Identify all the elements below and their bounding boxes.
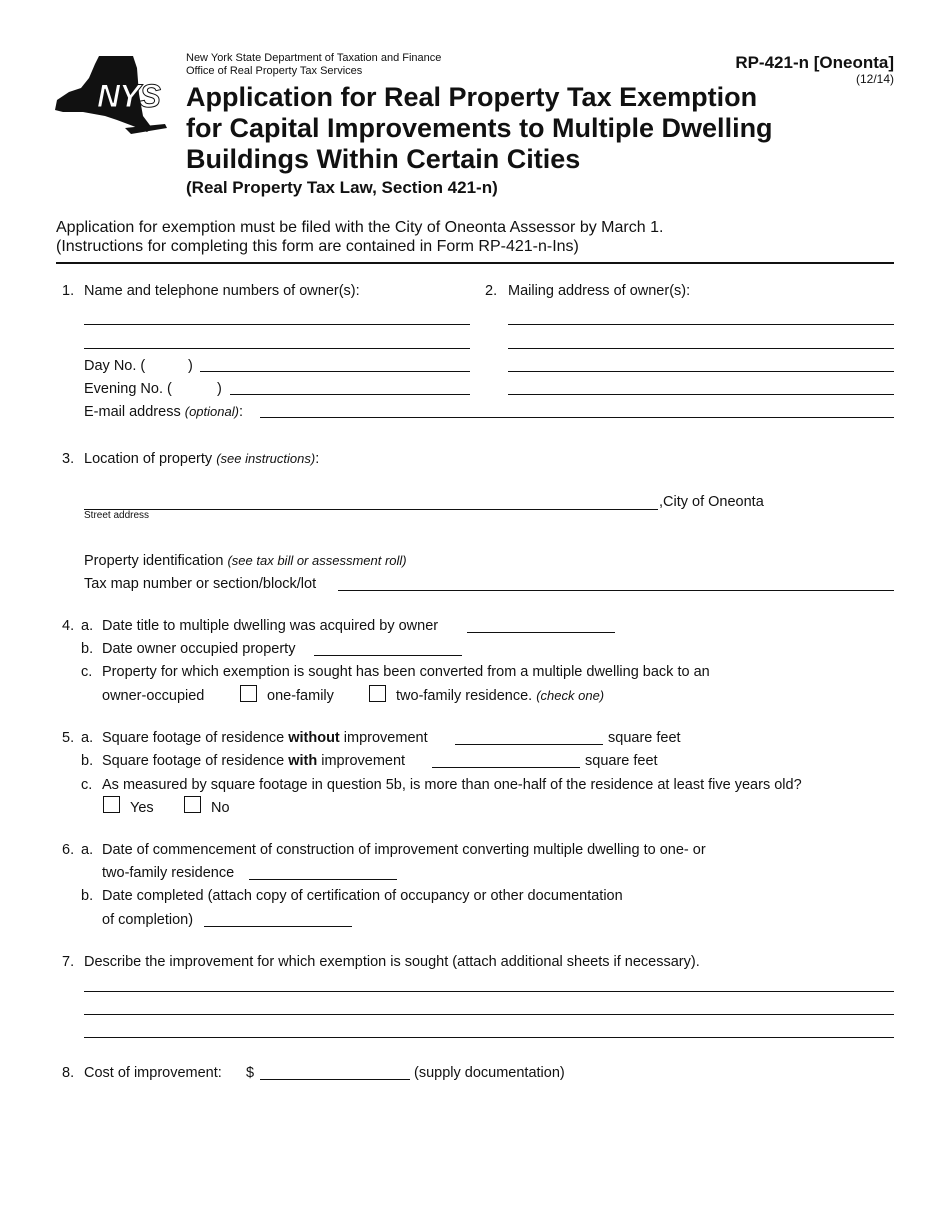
q6b-letter: b. bbox=[81, 888, 94, 904]
q6-number: 6. bbox=[62, 842, 75, 858]
q5b-post: improvement bbox=[317, 753, 406, 769]
page-title-line-3: Buildings Within Certain Cities bbox=[186, 144, 581, 174]
q7-number: 7. bbox=[62, 954, 75, 970]
street-address-caption: Street address bbox=[84, 510, 150, 521]
q8-note: (supply documentation) bbox=[414, 1065, 565, 1081]
property-id-label bbox=[84, 552, 407, 570]
date-completed-field[interactable] bbox=[204, 909, 352, 927]
one-family-label: one-family bbox=[267, 688, 334, 704]
q4b-label: Date owner occupied property bbox=[102, 641, 296, 657]
q5a-unit: square feet bbox=[608, 730, 681, 746]
q5a-label bbox=[102, 729, 428, 747]
q5a-pre: Square footage of residence bbox=[102, 730, 289, 746]
email-field[interactable] bbox=[260, 400, 894, 418]
q3-label-note: (see instructions) bbox=[216, 451, 316, 466]
day-phone-label: Day No. ( bbox=[84, 358, 146, 374]
q5b-unit: square feet bbox=[585, 753, 658, 769]
agency-line-1: New York State Department of Taxation and Finance bbox=[186, 52, 442, 64]
q7-label: Describe the improvement for which exemption is sought (attach additional sheets if necessary). bbox=[84, 954, 700, 970]
email-label bbox=[84, 403, 243, 421]
owner-name-field-2[interactable] bbox=[84, 331, 470, 349]
q5a-post: improvement bbox=[339, 730, 428, 746]
header-divider bbox=[56, 262, 894, 264]
q5b-pre: Square footage of residence bbox=[102, 753, 289, 769]
form-id: RP-421-n [Oneonta] bbox=[735, 53, 894, 72]
yes-label: Yes bbox=[130, 800, 154, 816]
page-title-line-1: Application for Real Property Tax Exemption bbox=[186, 82, 758, 112]
page-subtitle: (Real Property Tax Law, Section 421-n) bbox=[186, 178, 498, 197]
property-id-note: (see tax bill or assessment roll) bbox=[227, 553, 407, 568]
q2-label: Mailing address of owner(s): bbox=[508, 283, 691, 299]
page-title-line-2: for Capital Improvements to Multiple Dwelling bbox=[186, 113, 773, 143]
day-phone-close: ) bbox=[188, 358, 193, 374]
q3-label-text: Location of property bbox=[84, 451, 213, 467]
q5b-bold: with bbox=[288, 753, 318, 769]
q4c-letter: c. bbox=[81, 664, 93, 680]
tax-map-field[interactable] bbox=[338, 573, 894, 591]
q8-label: Cost of improvement: bbox=[84, 1065, 222, 1081]
agency-line-2: Office of Real Property Tax Services bbox=[186, 65, 363, 77]
nys-logo bbox=[55, 54, 170, 138]
intro-line-1: Application for exemption must be filed with the City of Oneonta Assessor by March 1. bbox=[56, 219, 664, 236]
q5b-letter: b. bbox=[81, 753, 94, 769]
check-one-note: (check one) bbox=[536, 688, 605, 703]
two-family-text: two-family residence. bbox=[396, 688, 533, 704]
q6a-label: Date of commencement of construction of improvement converting multiple dwelling to one- or bbox=[102, 842, 706, 858]
q3-number: 3. bbox=[62, 451, 75, 467]
date-commencement-field[interactable] bbox=[249, 862, 397, 880]
sqft-without-field[interactable] bbox=[455, 727, 603, 745]
day-phone-field[interactable] bbox=[200, 354, 470, 372]
q6a-letter: a. bbox=[81, 842, 94, 858]
date-title-acquired-field[interactable] bbox=[467, 615, 615, 633]
q5c-label: As measured by square footage in question 5b, is more than one-half of the residence at least five years old? bbox=[102, 777, 802, 793]
email-label-text: E-mail address bbox=[84, 404, 181, 420]
q3-label bbox=[84, 450, 319, 468]
intro-line-2: (Instructions for completing this form are contained in Form RP-421-n-Ins) bbox=[56, 238, 579, 255]
q5a-bold: without bbox=[288, 730, 340, 746]
no-label: No bbox=[211, 800, 230, 816]
q1-number: 1. bbox=[62, 283, 75, 299]
q8-currency: $ bbox=[246, 1065, 255, 1081]
improvement-description-field-1[interactable] bbox=[84, 974, 894, 992]
q8-number: 8. bbox=[62, 1065, 75, 1081]
evening-phone-close: ) bbox=[217, 381, 222, 397]
sqft-with-field[interactable] bbox=[432, 750, 580, 768]
q4b-letter: b. bbox=[81, 641, 94, 657]
tax-map-label: Tax map number or section/block/lot bbox=[84, 576, 317, 592]
date-owner-occupied-field[interactable] bbox=[314, 638, 462, 656]
q3-colon: : bbox=[315, 451, 320, 467]
q5a-letter: a. bbox=[81, 730, 94, 746]
q5b-label bbox=[102, 752, 405, 770]
evening-phone-field[interactable] bbox=[230, 377, 470, 395]
two-family-label bbox=[396, 687, 604, 705]
q6a-label-2: two-family residence bbox=[102, 865, 235, 881]
email-colon: : bbox=[238, 404, 243, 420]
q6b-label: Date completed (attach copy of certification of occupancy or other documentation bbox=[102, 888, 623, 904]
one-family-checkbox[interactable] bbox=[240, 685, 257, 702]
owner-name-field-1[interactable] bbox=[84, 307, 470, 325]
improvement-description-field-2[interactable] bbox=[84, 997, 894, 1015]
two-family-checkbox[interactable] bbox=[369, 685, 386, 702]
q4-number: 4. bbox=[62, 618, 75, 634]
q5-number: 5. bbox=[62, 730, 75, 746]
logo-text: NYS bbox=[97, 78, 160, 114]
street-address-field[interactable] bbox=[84, 492, 658, 510]
evening-area-code-field[interactable] bbox=[182, 379, 216, 397]
email-optional-note: (optional) bbox=[184, 404, 239, 419]
q2-number: 2. bbox=[485, 283, 498, 299]
form-date: (12/14) bbox=[855, 72, 894, 86]
q4c-label-2: owner-occupied bbox=[102, 688, 205, 704]
day-area-code-field[interactable] bbox=[150, 356, 186, 374]
city-label: ,City of Oneonta bbox=[659, 494, 764, 510]
evening-phone-label: Evening No. ( bbox=[84, 381, 172, 397]
mailing-address-field-1[interactable] bbox=[508, 307, 894, 325]
q4c-label: Property for which exemption is sought has been converted from a multiple dwelling back to an bbox=[102, 664, 710, 680]
mailing-address-field-2[interactable] bbox=[508, 331, 894, 349]
q4a-label: Date title to multiple dwelling was acquired by owner bbox=[102, 618, 439, 634]
q6b-label-2: of completion) bbox=[102, 912, 194, 928]
property-id-text: Property identification bbox=[84, 553, 224, 569]
mailing-address-field-4[interactable] bbox=[508, 377, 894, 395]
q1-label: Name and telephone numbers of owner(s): bbox=[84, 283, 360, 299]
q4a-letter: a. bbox=[81, 618, 94, 634]
q5c-letter: c. bbox=[81, 777, 93, 793]
improvement-description-field-3[interactable] bbox=[84, 1020, 894, 1038]
cost-of-improvement-field[interactable] bbox=[260, 1062, 410, 1080]
no-checkbox[interactable] bbox=[184, 796, 201, 813]
mailing-address-field-3[interactable] bbox=[508, 354, 894, 372]
yes-checkbox[interactable] bbox=[103, 796, 120, 813]
